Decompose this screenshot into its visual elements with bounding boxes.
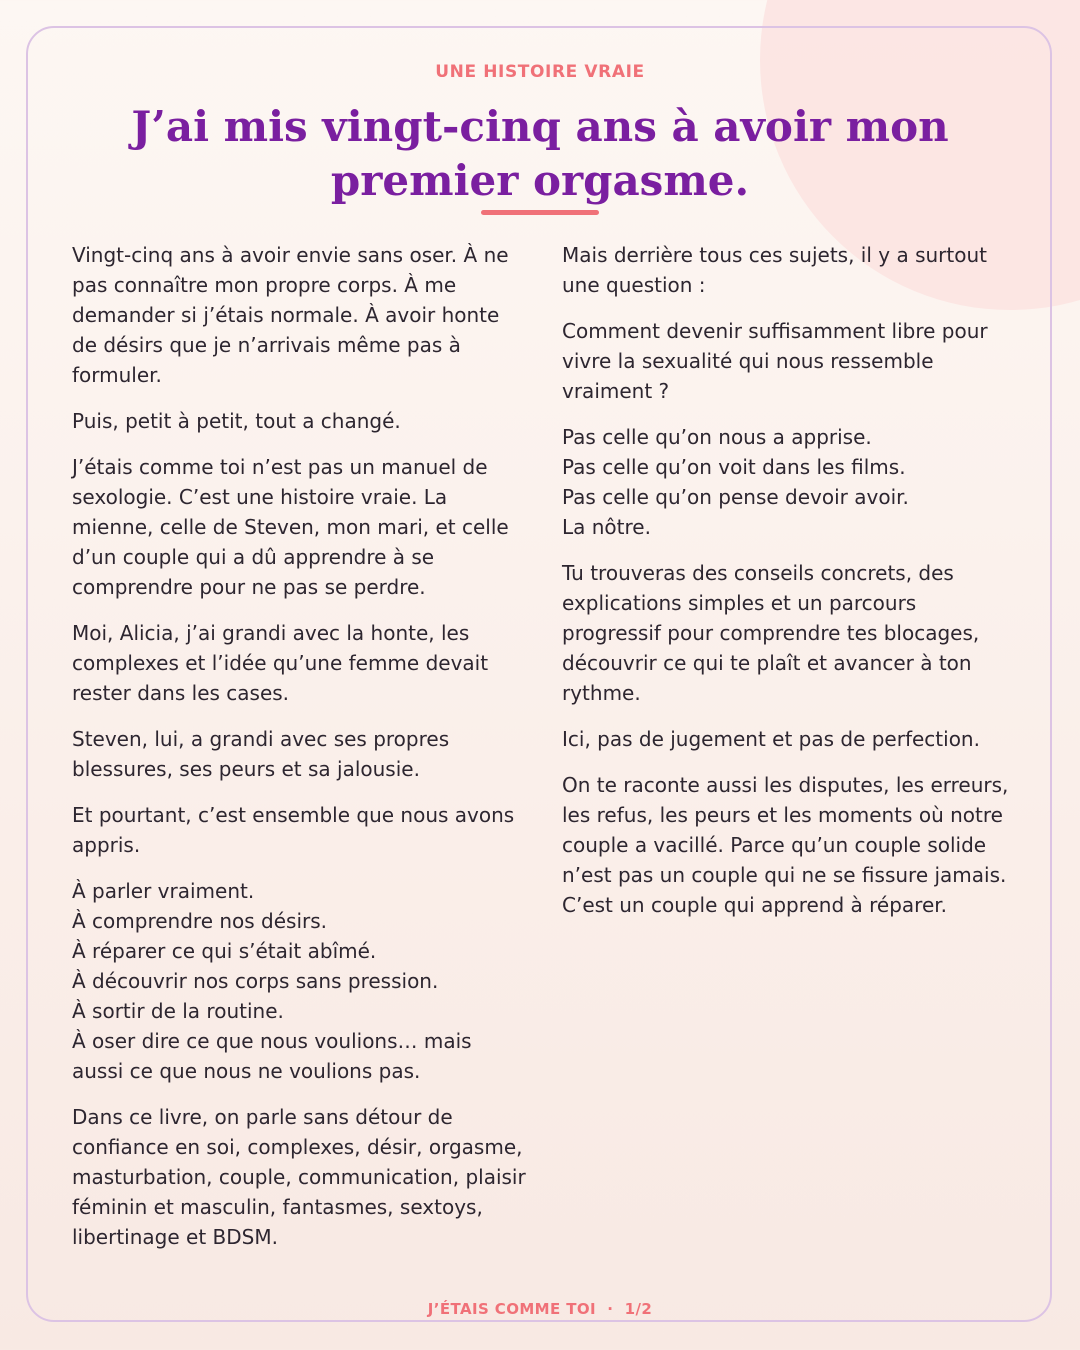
paragraph: Ici, pas de jugement et pas de perfection.	[562, 727, 980, 751]
paragraph: Pas celle qu’on nous a apprise. Pas celle qu’on voit dans les films. Pas celle qu’on pense devoir avoir. La nôtre.	[562, 425, 909, 539]
right-column	[562, 240, 1017, 936]
footer-book-title: J’ÉTAIS COMME TOI	[427, 1300, 597, 1318]
footer	[0, 1300, 1080, 1318]
page-title: J’ai mis vingt-cinq ans à avoir mon premier orgasme.	[131, 102, 949, 205]
paragraph: On te raconte aussi les disputes, les erreurs, les refus, les peurs et les moments où notre couple a vacillé. Parce qu’un couple solide n’est pas un couple qui ne se fissure jamais. C’est un couple qui apprend à réparer.	[562, 773, 1009, 917]
paragraph: Dans ce livre, on parle sans détour de confiance en soi, complexes, désir, orgasme, masturbation, couple, communication, plaisir féminin et masculin, fantasmes, sextoys, libertinage et BDSM.	[72, 1105, 526, 1249]
paragraph: Vingt-cinq ans à avoir envie sans oser. À ne pas connaître mon propre corps. À me demander si j’étais normale. À avoir honte de désirs que je n’arrivais même pas à formuler.	[72, 243, 509, 387]
paragraph: Tu trouveras des conseils concrets, des explications simples et un parcours progressif pour comprendre tes blocages, découvrir ce qui te plaît et avancer à ton rythme.	[562, 561, 980, 705]
eyebrow-label: UNE HISTOIRE VRAIE	[435, 62, 645, 82]
paragraph: À parler vraiment. À comprendre nos désirs. À réparer ce qui s’était abîmé. À découvrir nos corps sans pression. À sortir de la routine. À oser dire ce que nous voulions… mais aussi ce que nous ne voulions pas.	[72, 879, 472, 1083]
paragraph: Mais derrière tous ces sujets, il y a surtout une question :	[562, 243, 987, 297]
paragraph: Puis, petit à petit, tout a changé.	[72, 409, 401, 433]
paragraph: Steven, lui, a grandi avec ses propres blessures, ses peurs et sa jalousie.	[72, 727, 450, 781]
paragraph: Moi, Alicia, j’ai grandi avec la honte, les complexes et l’idée qu’une femme devait rester dans les cases.	[72, 621, 489, 705]
paragraph: J’étais comme toi n’est pas un manuel de sexologie. C’est une histoire vraie. La mienne, celle de Steven, mon mari, et celle d’un couple qui a dû apprendre à se comprendre pour ne pas se perdre.	[72, 455, 509, 599]
left-column	[72, 240, 527, 1268]
footer-separator: ·	[607, 1300, 614, 1318]
title-underline	[481, 210, 599, 215]
paragraph: Comment devenir suffisamment libre pour vivre la sexualité qui nous ressemble vraiment ?	[562, 319, 988, 403]
page-number: 1/2	[624, 1300, 653, 1318]
paragraph: Et pourtant, c’est ensemble que nous avons appris.	[72, 803, 515, 857]
